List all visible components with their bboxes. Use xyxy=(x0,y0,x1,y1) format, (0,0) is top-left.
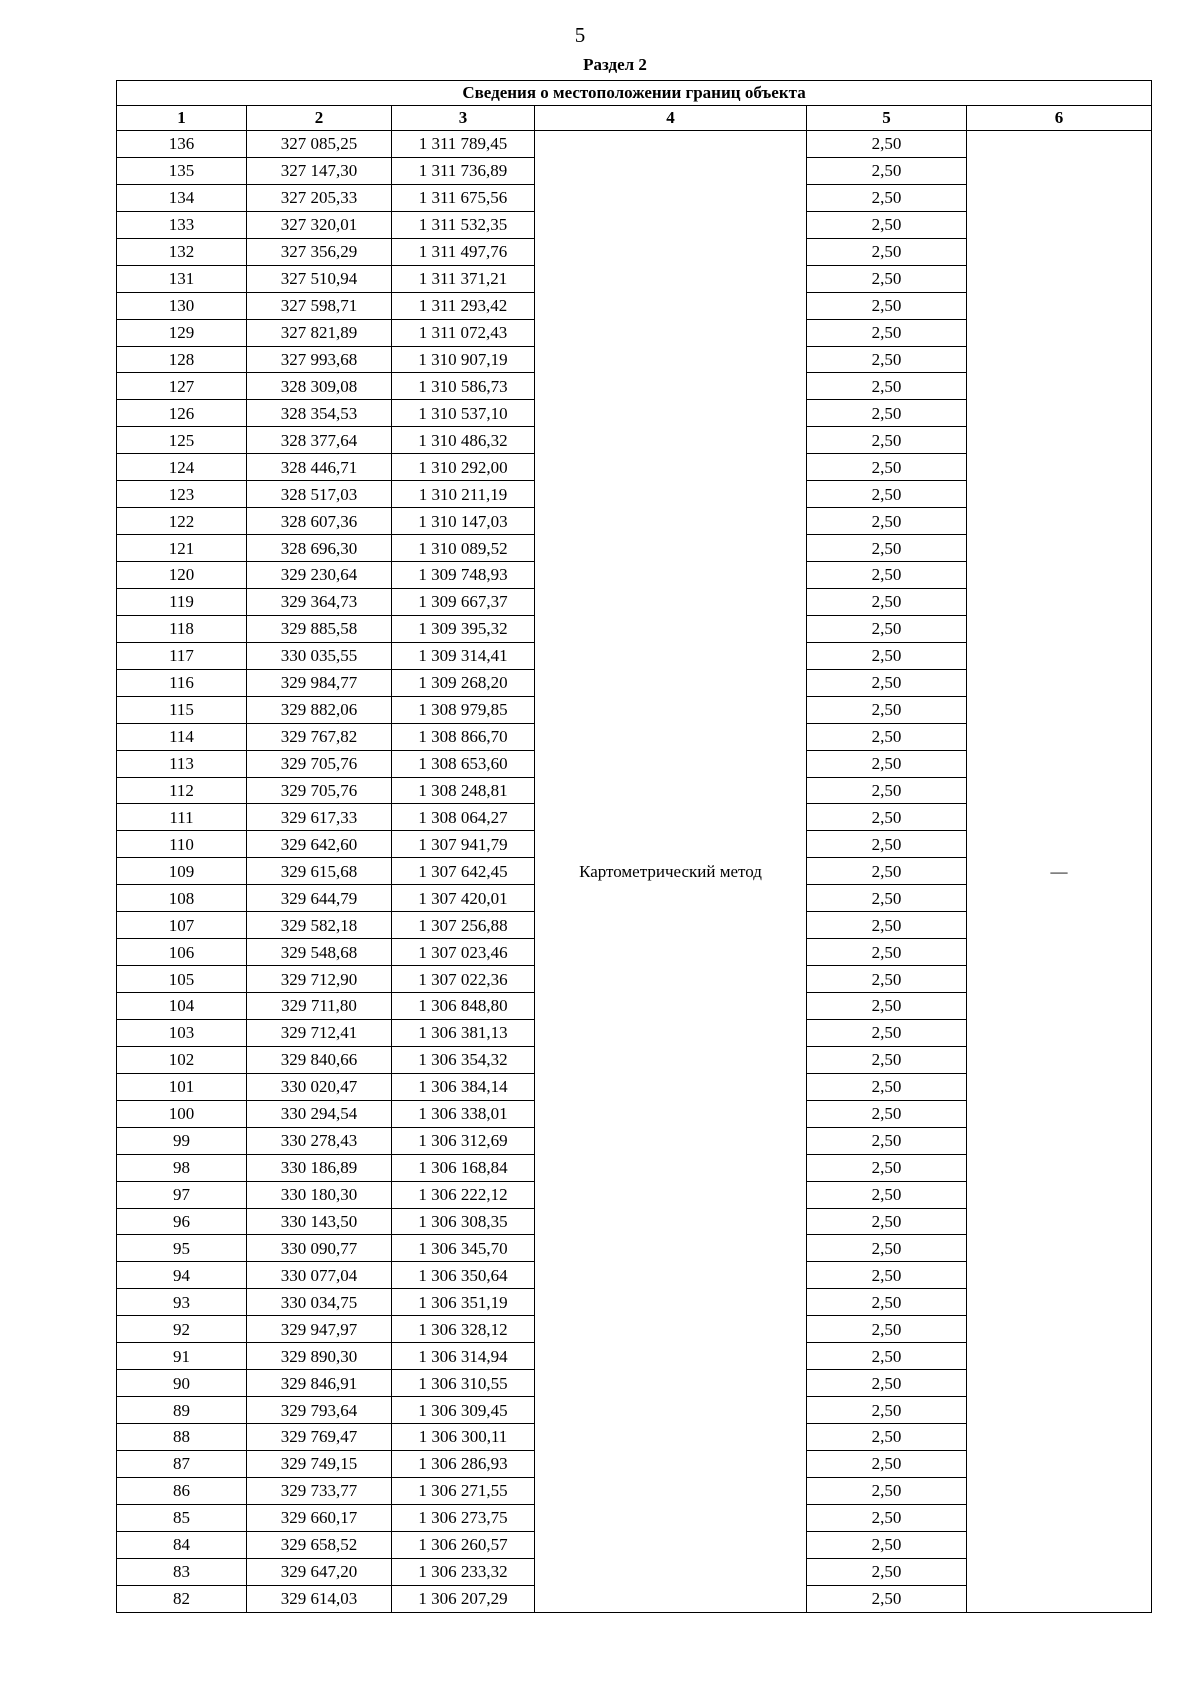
y-coordinate-cell: 1 306 168,84 xyxy=(392,1154,535,1181)
accuracy-cell: 2,50 xyxy=(807,1100,967,1127)
point-number-cell: 88 xyxy=(117,1424,247,1451)
accuracy-cell: 2,50 xyxy=(807,1585,967,1612)
x-coordinate-cell: 330 034,75 xyxy=(247,1289,392,1316)
x-coordinate-cell: 329 733,77 xyxy=(247,1477,392,1504)
y-coordinate-cell: 1 306 351,19 xyxy=(392,1289,535,1316)
y-coordinate-cell: 1 310 907,19 xyxy=(392,346,535,373)
point-number-cell: 131 xyxy=(117,265,247,292)
accuracy-cell: 2,50 xyxy=(807,238,967,265)
point-number-cell: 83 xyxy=(117,1558,247,1585)
y-coordinate-cell: 1 306 381,13 xyxy=(392,1019,535,1046)
x-coordinate-cell: 327 993,68 xyxy=(247,346,392,373)
x-coordinate-cell: 329 705,76 xyxy=(247,750,392,777)
y-coordinate-cell: 1 310 147,03 xyxy=(392,508,535,535)
x-coordinate-cell: 327 821,89 xyxy=(247,319,392,346)
x-coordinate-cell: 329 712,41 xyxy=(247,1019,392,1046)
table-title: Сведения о местоположении границ объекта xyxy=(117,81,1152,106)
accuracy-cell: 2,50 xyxy=(807,1046,967,1073)
accuracy-cell: 2,50 xyxy=(807,373,967,400)
section-title: Раздел 2 xyxy=(583,55,647,74)
y-coordinate-cell: 1 307 941,79 xyxy=(392,831,535,858)
x-coordinate-cell: 329 230,64 xyxy=(247,562,392,589)
point-number-cell: 136 xyxy=(117,131,247,158)
accuracy-cell: 2,50 xyxy=(807,939,967,966)
y-coordinate-cell: 1 310 537,10 xyxy=(392,400,535,427)
x-coordinate-cell: 330 077,04 xyxy=(247,1262,392,1289)
y-coordinate-cell: 1 309 748,93 xyxy=(392,562,535,589)
y-coordinate-cell: 1 311 293,42 xyxy=(392,292,535,319)
y-coordinate-cell: 1 306 309,45 xyxy=(392,1397,535,1424)
point-number-cell: 84 xyxy=(117,1531,247,1558)
point-number-cell: 110 xyxy=(117,831,247,858)
accuracy-cell: 2,50 xyxy=(807,1370,967,1397)
accuracy-cell: 2,50 xyxy=(807,535,967,562)
y-coordinate-cell: 1 309 667,37 xyxy=(392,588,535,615)
x-coordinate-cell: 328 309,08 xyxy=(247,373,392,400)
accuracy-cell: 2,50 xyxy=(807,1558,967,1585)
y-coordinate-cell: 1 311 371,21 xyxy=(392,265,535,292)
y-coordinate-cell: 1 310 089,52 xyxy=(392,535,535,562)
point-number-cell: 104 xyxy=(117,993,247,1020)
accuracy-cell: 2,50 xyxy=(807,885,967,912)
accuracy-cell: 2,50 xyxy=(807,508,967,535)
point-number-cell: 129 xyxy=(117,319,247,346)
accuracy-cell: 2,50 xyxy=(807,400,967,427)
accuracy-cell: 2,50 xyxy=(807,642,967,669)
x-coordinate-cell: 330 035,55 xyxy=(247,642,392,669)
y-coordinate-cell: 1 310 292,00 xyxy=(392,454,535,481)
column-6-cell: — xyxy=(967,131,1152,1613)
accuracy-cell: 2,50 xyxy=(807,1262,967,1289)
point-number-cell: 95 xyxy=(117,1235,247,1262)
column-header: 5 xyxy=(807,106,967,131)
y-coordinate-cell: 1 306 314,94 xyxy=(392,1343,535,1370)
accuracy-cell: 2,50 xyxy=(807,562,967,589)
accuracy-cell: 2,50 xyxy=(807,993,967,1020)
point-number-cell: 107 xyxy=(117,912,247,939)
x-coordinate-cell: 329 749,15 xyxy=(247,1450,392,1477)
x-coordinate-cell: 327 147,30 xyxy=(247,157,392,184)
y-coordinate-cell: 1 306 286,93 xyxy=(392,1450,535,1477)
accuracy-cell: 2,50 xyxy=(807,427,967,454)
accuracy-cell: 2,50 xyxy=(807,454,967,481)
x-coordinate-cell: 329 890,30 xyxy=(247,1343,392,1370)
point-number-cell: 124 xyxy=(117,454,247,481)
point-number-cell: 113 xyxy=(117,750,247,777)
x-coordinate-cell: 327 320,01 xyxy=(247,211,392,238)
x-coordinate-cell: 329 769,47 xyxy=(247,1424,392,1451)
point-number-cell: 128 xyxy=(117,346,247,373)
y-coordinate-cell: 1 306 338,01 xyxy=(392,1100,535,1127)
point-number-cell: 92 xyxy=(117,1316,247,1343)
point-number-cell: 111 xyxy=(117,804,247,831)
point-number-cell: 120 xyxy=(117,562,247,589)
point-number-cell: 109 xyxy=(117,858,247,885)
point-number-cell: 105 xyxy=(117,966,247,993)
point-number-cell: 91 xyxy=(117,1343,247,1370)
accuracy-cell: 2,50 xyxy=(807,588,967,615)
x-coordinate-cell: 328 377,64 xyxy=(247,427,392,454)
page-number: 5 xyxy=(574,23,586,47)
y-coordinate-cell: 1 310 586,73 xyxy=(392,373,535,400)
accuracy-cell: 2,50 xyxy=(807,777,967,804)
y-coordinate-cell: 1 311 497,76 xyxy=(392,238,535,265)
x-coordinate-cell: 329 364,73 xyxy=(247,588,392,615)
y-coordinate-cell: 1 310 486,32 xyxy=(392,427,535,454)
accuracy-cell: 2,50 xyxy=(807,211,967,238)
accuracy-cell: 2,50 xyxy=(807,1531,967,1558)
accuracy-cell: 2,50 xyxy=(807,1316,967,1343)
x-coordinate-cell: 330 090,77 xyxy=(247,1235,392,1262)
point-number-cell: 116 xyxy=(117,669,247,696)
x-coordinate-cell: 329 582,18 xyxy=(247,912,392,939)
x-coordinate-cell: 329 617,33 xyxy=(247,804,392,831)
point-number-cell: 132 xyxy=(117,238,247,265)
y-coordinate-cell: 1 310 211,19 xyxy=(392,481,535,508)
point-number-cell: 100 xyxy=(117,1100,247,1127)
accuracy-cell: 2,50 xyxy=(807,319,967,346)
x-coordinate-cell: 329 705,76 xyxy=(247,777,392,804)
y-coordinate-cell: 1 306 308,35 xyxy=(392,1208,535,1235)
accuracy-cell: 2,50 xyxy=(807,346,967,373)
point-number-cell: 101 xyxy=(117,1073,247,1100)
accuracy-cell: 2,50 xyxy=(807,750,967,777)
y-coordinate-cell: 1 307 642,45 xyxy=(392,858,535,885)
point-number-cell: 96 xyxy=(117,1208,247,1235)
accuracy-cell: 2,50 xyxy=(807,265,967,292)
point-number-cell: 85 xyxy=(117,1504,247,1531)
point-number-cell: 89 xyxy=(117,1397,247,1424)
x-coordinate-cell: 328 696,30 xyxy=(247,535,392,562)
point-number-cell: 103 xyxy=(117,1019,247,1046)
accuracy-cell: 2,50 xyxy=(807,292,967,319)
y-coordinate-cell: 1 308 248,81 xyxy=(392,777,535,804)
accuracy-cell: 2,50 xyxy=(807,804,967,831)
x-coordinate-cell: 330 278,43 xyxy=(247,1127,392,1154)
y-coordinate-cell: 1 308 653,60 xyxy=(392,750,535,777)
column-header: 3 xyxy=(392,106,535,131)
column-header: 4 xyxy=(535,106,807,131)
y-coordinate-cell: 1 311 789,45 xyxy=(392,131,535,158)
x-coordinate-cell: 327 205,33 xyxy=(247,184,392,211)
point-number-cell: 112 xyxy=(117,777,247,804)
y-coordinate-cell: 1 309 395,32 xyxy=(392,615,535,642)
x-coordinate-cell: 329 793,64 xyxy=(247,1397,392,1424)
point-number-cell: 82 xyxy=(117,1585,247,1612)
boundary-table xyxy=(116,80,1152,1613)
point-number-cell: 134 xyxy=(117,184,247,211)
accuracy-cell: 2,50 xyxy=(807,1181,967,1208)
point-number-cell: 121 xyxy=(117,535,247,562)
y-coordinate-cell: 1 306 848,80 xyxy=(392,993,535,1020)
accuracy-cell: 2,50 xyxy=(807,1397,967,1424)
x-coordinate-cell: 327 598,71 xyxy=(247,292,392,319)
accuracy-cell: 2,50 xyxy=(807,1019,967,1046)
accuracy-cell: 2,50 xyxy=(807,1127,967,1154)
x-coordinate-cell: 329 660,17 xyxy=(247,1504,392,1531)
y-coordinate-cell: 1 306 384,14 xyxy=(392,1073,535,1100)
y-coordinate-cell: 1 306 310,55 xyxy=(392,1370,535,1397)
x-coordinate-cell: 329 658,52 xyxy=(247,1531,392,1558)
accuracy-cell: 2,50 xyxy=(807,1450,967,1477)
column-header: 1 xyxy=(117,106,247,131)
y-coordinate-cell: 1 309 268,20 xyxy=(392,669,535,696)
x-coordinate-cell: 329 712,90 xyxy=(247,966,392,993)
point-number-cell: 106 xyxy=(117,939,247,966)
accuracy-cell: 2,50 xyxy=(807,1504,967,1531)
column-header: 6 xyxy=(967,106,1152,131)
y-coordinate-cell: 1 306 260,57 xyxy=(392,1531,535,1558)
x-coordinate-cell: 329 644,79 xyxy=(247,885,392,912)
x-coordinate-cell: 329 548,68 xyxy=(247,939,392,966)
y-coordinate-cell: 1 306 207,29 xyxy=(392,1585,535,1612)
x-coordinate-cell: 329 711,80 xyxy=(247,993,392,1020)
x-coordinate-cell: 329 615,68 xyxy=(247,858,392,885)
point-number-cell: 90 xyxy=(117,1370,247,1397)
x-coordinate-cell: 329 984,77 xyxy=(247,669,392,696)
point-number-cell: 98 xyxy=(117,1154,247,1181)
x-coordinate-cell: 327 356,29 xyxy=(247,238,392,265)
column-header-row xyxy=(117,106,1152,131)
y-coordinate-cell: 1 311 675,56 xyxy=(392,184,535,211)
point-number-cell: 114 xyxy=(117,723,247,750)
accuracy-cell: 2,50 xyxy=(807,912,967,939)
accuracy-cell: 2,50 xyxy=(807,184,967,211)
table-row xyxy=(117,131,1152,158)
x-coordinate-cell: 329 846,91 xyxy=(247,1370,392,1397)
accuracy-cell: 2,50 xyxy=(807,858,967,885)
y-coordinate-cell: 1 306 312,69 xyxy=(392,1127,535,1154)
accuracy-cell: 2,50 xyxy=(807,1289,967,1316)
point-number-cell: 133 xyxy=(117,211,247,238)
y-coordinate-cell: 1 311 072,43 xyxy=(392,319,535,346)
accuracy-cell: 2,50 xyxy=(807,966,967,993)
x-coordinate-cell: 329 767,82 xyxy=(247,723,392,750)
point-number-cell: 118 xyxy=(117,615,247,642)
y-coordinate-cell: 1 306 300,11 xyxy=(392,1424,535,1451)
point-number-cell: 97 xyxy=(117,1181,247,1208)
x-coordinate-cell: 329 947,97 xyxy=(247,1316,392,1343)
point-number-cell: 108 xyxy=(117,885,247,912)
y-coordinate-cell: 1 311 736,89 xyxy=(392,157,535,184)
accuracy-cell: 2,50 xyxy=(807,1477,967,1504)
x-coordinate-cell: 329 647,20 xyxy=(247,1558,392,1585)
x-coordinate-cell: 329 642,60 xyxy=(247,831,392,858)
x-coordinate-cell: 330 186,89 xyxy=(247,1154,392,1181)
x-coordinate-cell: 328 607,36 xyxy=(247,508,392,535)
point-number-cell: 130 xyxy=(117,292,247,319)
point-number-cell: 125 xyxy=(117,427,247,454)
x-coordinate-cell: 328 446,71 xyxy=(247,454,392,481)
accuracy-cell: 2,50 xyxy=(807,157,967,184)
point-number-cell: 86 xyxy=(117,1477,247,1504)
y-coordinate-cell: 1 306 273,75 xyxy=(392,1504,535,1531)
accuracy-cell: 2,50 xyxy=(807,1073,967,1100)
y-coordinate-cell: 1 306 328,12 xyxy=(392,1316,535,1343)
accuracy-cell: 2,50 xyxy=(807,669,967,696)
accuracy-cell: 2,50 xyxy=(807,831,967,858)
y-coordinate-cell: 1 306 222,12 xyxy=(392,1181,535,1208)
point-number-cell: 126 xyxy=(117,400,247,427)
point-number-cell: 94 xyxy=(117,1262,247,1289)
x-coordinate-cell: 328 354,53 xyxy=(247,400,392,427)
accuracy-cell: 2,50 xyxy=(807,723,967,750)
accuracy-cell: 2,50 xyxy=(807,696,967,723)
x-coordinate-cell: 327 085,25 xyxy=(247,131,392,158)
x-coordinate-cell: 329 614,03 xyxy=(247,1585,392,1612)
point-number-cell: 119 xyxy=(117,588,247,615)
y-coordinate-cell: 1 308 979,85 xyxy=(392,696,535,723)
x-coordinate-cell: 329 840,66 xyxy=(247,1046,392,1073)
x-coordinate-cell: 330 143,50 xyxy=(247,1208,392,1235)
x-coordinate-cell: 329 882,06 xyxy=(247,696,392,723)
y-coordinate-cell: 1 307 022,36 xyxy=(392,966,535,993)
y-coordinate-cell: 1 306 233,32 xyxy=(392,1558,535,1585)
accuracy-cell: 2,50 xyxy=(807,1154,967,1181)
table-body xyxy=(117,131,1152,1613)
accuracy-cell: 2,50 xyxy=(807,1208,967,1235)
point-number-cell: 122 xyxy=(117,508,247,535)
point-number-cell: 117 xyxy=(117,642,247,669)
accuracy-cell: 2,50 xyxy=(807,1235,967,1262)
accuracy-cell: 2,50 xyxy=(807,1343,967,1370)
x-coordinate-cell: 330 294,54 xyxy=(247,1100,392,1127)
y-coordinate-cell: 1 308 866,70 xyxy=(392,723,535,750)
accuracy-cell: 2,50 xyxy=(807,615,967,642)
accuracy-cell: 2,50 xyxy=(807,481,967,508)
point-number-cell: 99 xyxy=(117,1127,247,1154)
point-number-cell: 127 xyxy=(117,373,247,400)
accuracy-cell: 2,50 xyxy=(807,131,967,158)
point-number-cell: 102 xyxy=(117,1046,247,1073)
point-number-cell: 87 xyxy=(117,1450,247,1477)
x-coordinate-cell: 330 020,47 xyxy=(247,1073,392,1100)
point-number-cell: 115 xyxy=(117,696,247,723)
y-coordinate-cell: 1 311 532,35 xyxy=(392,211,535,238)
y-coordinate-cell: 1 306 354,32 xyxy=(392,1046,535,1073)
table-title-row xyxy=(117,81,1152,106)
x-coordinate-cell: 329 885,58 xyxy=(247,615,392,642)
x-coordinate-cell: 330 180,30 xyxy=(247,1181,392,1208)
y-coordinate-cell: 1 309 314,41 xyxy=(392,642,535,669)
y-coordinate-cell: 1 306 271,55 xyxy=(392,1477,535,1504)
accuracy-cell: 2,50 xyxy=(807,1424,967,1451)
point-number-cell: 93 xyxy=(117,1289,247,1316)
x-coordinate-cell: 327 510,94 xyxy=(247,265,392,292)
point-number-cell: 135 xyxy=(117,157,247,184)
y-coordinate-cell: 1 306 350,64 xyxy=(392,1262,535,1289)
point-number-cell: 123 xyxy=(117,481,247,508)
y-coordinate-cell: 1 308 064,27 xyxy=(392,804,535,831)
method-cell: Картометрический метод xyxy=(535,131,807,1613)
y-coordinate-cell: 1 307 023,46 xyxy=(392,939,535,966)
y-coordinate-cell: 1 307 420,01 xyxy=(392,885,535,912)
column-header: 2 xyxy=(247,106,392,131)
y-coordinate-cell: 1 306 345,70 xyxy=(392,1235,535,1262)
x-coordinate-cell: 328 517,03 xyxy=(247,481,392,508)
y-coordinate-cell: 1 307 256,88 xyxy=(392,912,535,939)
